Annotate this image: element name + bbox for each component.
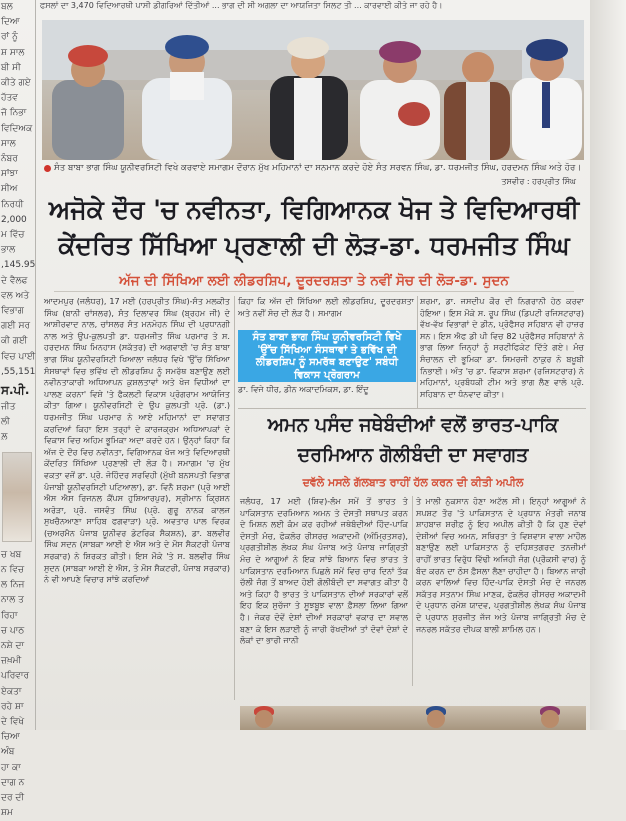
event-photo (42, 20, 584, 160)
neighbour-text-fragment: ਵਿਦਿਅਕ (1, 123, 33, 134)
neighbour-text-fragment: ਲ਼ (1, 432, 8, 443)
neighbour-text-fragment: ਕੀ ਗਈ (1, 336, 28, 347)
neighbour-text-fragment: ਵਿਚ ਪਾਈ (1, 351, 36, 362)
neighbour-text-fragment: ਰਿਹਾ (1, 610, 18, 621)
story2-deck: ਦਵੱਲੇ ਮਸਲੇ ਗੱਲਬਾਤ ਰਾਹੀਂ ਹੱਲ ਕਰਨ ਦੀ ਕੀਤੀ ਅਪੀਲ (302, 476, 524, 489)
story2-headline (240, 410, 586, 470)
neighbour-text-fragment: ਦਿਆ (1, 17, 20, 28)
neighbour-text-fragment: ਨੰਬਰ (1, 154, 18, 165)
next-article-photo (240, 706, 586, 730)
neighbour-text-fragment: ਸੀਅ (1, 184, 18, 195)
neighbour-text-fragment: ਜ਼ਖ਼ਮੀ (1, 656, 22, 667)
neighbour-text-fragment: ਬੀ ਸੀ (1, 62, 21, 73)
neighbour-text-fragment: ਅੰਬ (1, 747, 15, 758)
neighbour-text-fragment: ਪਰਿਵਾਰ (1, 671, 30, 682)
face-shape (427, 710, 445, 728)
story1-deck: ਅੱਜ ਦੀ ਸਿੱਖਿਆ ਲਈ ਲੀਡਰਸ਼ਿਪ, ਦੂਰਦਰਸ਼ਤਾ ਤੇ ਨਵੀਂ ਸੋਚ ਦੀ ਲੋੜ-ਡਾ. ਸੁਦਨ (54, 270, 574, 292)
story1-headline (44, 192, 584, 264)
neighbour-text-fragment: ਚ ਖਬ (1, 549, 22, 560)
neighbouring-column (0, 0, 36, 819)
neighbour-text-fragment: ਨਿਰਧੀ (1, 199, 24, 210)
photo-credit: ਤਸਵੀਰ : ਹਰਪ੍ਰੀਤ ਸਿੰਘ (501, 177, 576, 186)
story2-headline-line2: ਦਰਮਿਆਨ ਗੋਲੀਬੰਦੀ ਦਾ ਸਵਾਗਤ (297, 444, 529, 466)
photo-caption (42, 162, 584, 190)
neighbour-text-fragment: ਹੱਤਵ (1, 93, 18, 104)
story2-column-1: ਜਲੰਧਰ, 17 ਮਈ (ਸ਼ਿਵ)-ਲੰਮ ਸਮੇਂ ਤੋਂ ਭਾਰਤ ਤੇ ਪਾਕਿਸਤਾਨ ਦਰਮਿਆਨ ਅਮਨ ਤੇ ਦੋਸਤੀ ਸਥਾਪਤ ਕਰਨ ਦੇ ਮਿਸ਼ਨ ਲਈ ਕੰਮ ਕਰ ਰਹੀਆਂ ਜਥੇਬੰਦੀਆਂ ਹਿੰਦ-ਪਾਕਿ ਦੋਸਤੀ ਮੰਚ, ਫੋਕਲੋਰ ਰੀਸਰਚ ਅਕਾਦਮੀ (ਅੰਮ੍ਰਿਤਸਰ), ਪ੍ਰਗਤੀਸ਼ੀਲ ਲੇਖਕ ਸੰਘ ਪੰਜਾਬ ਅਤੇ ਪੰਜਾਬ ਜਾਗ੍ਰਿਤੀ ਮੰਚ ਦੇ ਆਗੂਆਂ ਨੇ ਇਕ ਸਾਂਝੇ ਬਿਆਨ ਵਿਚ ਭਾਰਤ ਤੇ ਪਾਕਿਸਤਾਨ ਦਰਮਿਆਨ ਪਿਛਲੇ ਸਮੇਂ ਵਿਚ ਚਾਰ ਦਿਨਾਂ ਤੱਕ ਚੱਲੀ ਜੰਗ ਤੋਂ ਬਾਅਦ ਹੋਈ ਗੋਲੀਬੰਦੀ ਦਾ ਸਵਾਗਤ ਕੀਤਾ ਹੈ ਅਤੇ ਕਿਹਾ ਹੈ ਭਾਰਤ ਤੇ ਪਾਕਿਸਤਾਨ ਦੀਆਂ ਸਰਕਾਰਾਂ ਵਲੋਂ ਇਹ ਇਕ ਸੁਚੱਜਾ ਤੇ ਸੂਝਬੂਝ ਵਾਲਾ ਫ਼ੈਸਲਾ ਲਿਆ ਗਿਆ ਹੈ। ਜੇਕਰ ਦੋਵੇਂ ਦੇਸ਼ਾਂ ਦੀਆਂ ਸਰਕਾਰਾਂ ਵਕਾਰ ਦਾ ਸਵਾਲ ਬਣਾ ਕੇ ਇਸ ਲੜਾਈ ਨੂੰ ਜਾਰੀ ਰੱਖਦੀਆਂ ਤਾਂ ਦੋਵਾਂ ਦੇਸ਼ਾਂ ਦੇ ਲੋਕਾਂ ਦਾ ਭਾਰੀ ਜਾਨੀ (240, 496, 408, 646)
story1-column-2-continued: ਡਾ. ਵਿਜੇ ਧੀਰ, ਡੀਨ ਅਕਾਦਮਿਕਸ, ਡਾ. ਇੰਦੂ (238, 384, 369, 394)
page-edge (590, 0, 626, 730)
neighbour-text-fragment: ਲੀ (1, 417, 10, 428)
neighbour-text-fragment: ਸਾਂਝਾ (1, 169, 18, 180)
story-separator (238, 408, 586, 409)
column-divider (417, 296, 418, 408)
face-shape (255, 710, 273, 728)
column-divider (234, 296, 235, 700)
story1-column-1: ਆਦਮਪੁਰ (ਜਲੰਧਰ), 17 ਮਈ (ਹਰਪ੍ਰੀਤ ਸਿੰਘ)-ਸੰਤ ਮਲਕੀਤ ਸਿੰਘ (ਬਾਨੀ ਚਾਂਸਲਰ), ਸੰਤ ਦਿਲਾਵਰ ਸਿੰਘ (ਬ੍ਰਹਮ ਜੀ) ਦੇ ਆਸ਼ੀਰਵਾਦ ਨਾਲ, ਚਾਂਸਲਰ ਸੰਤ ਮਨਮੋਹਨ ਸਿੰਘ ਦੀ ਪ੍ਰਧਾਨਗੀ ਨਾਲ ਅਤੇ ਉਪ-ਕੁਲਪਤੀ ਡਾ. ਧਰਮਜੀਤ ਸਿੰਘ ਪਰਮਾਰ ਤੇ ਸ. ਹਰਦਮਨ ਸਿੰਘ ਮਿਨਹਾਸ (ਸਕੱਤਰ) ਦੀ ਅਗਵਾਈ 'ਚ ਸੰਤ ਬਾਬਾ ਭਾਗ ਸਿੰਘ ਯੂਨੀਵਰਸਿਟੀ ਖਿਆਲਾ ਜਲੰਧਰ ਵਿਖੇ 'ਉੱਚ ਸਿੱਖਿਆ ਸੰਸਥਾਵਾਂ ਵਿਚ ਭਵਿੱਖ ਦੀ ਲੀਡਰਸ਼ਿਪ ਨੂੰ ਸਮਰੱਥ ਬਣਾਉਣ ਲਈ ਨਵੀਨਤਾਕਾਰੀ ਅਧਿਆਪਨ ਕੁਸ਼ਲਤਾਵਾਂ ਅਤੇ ਖੋਜ ਵਿਧੀਆਂ ਦਾ ਪਾਲਣ ਕਰਨਾ' ਵਿਸ਼ੇ 'ਤੇ ਫੈਕਲਟੀ ਵਿਕਾਸ ਪ੍ਰੋਗਰਾਮ ਆਯੋਜਿਤ ਕੀਤਾ ਗਿਆ। ਯੂਨੀਵਰਸਿਟੀ ਦੇ ਉਪ ਕੁਲਪਤੀ ਪ੍ਰੋ. (ਡਾ.) ਧਰਮਜੀਤ ਸਿੰਘ ਪਰਮਾਰ ਨੇ ਆਏ ਮਹਿਮਾਨਾਂ ਦਾ ਸਵਾਗਤ ਕਰਦਿਆਂ ਕਿਹਾ ਇਸ ਤਰ੍ਹਾਂ ਦੇ ਕਾਰਜਕ੍ਰਮ ਅਧਿਆਪਕਾਂ ਦੇ ਵਿਕਾਸ ਵਿਚ ਅਹਿਮ ਭੂਮਿਕਾ ਅਦਾ ਕਰਦੇ ਹਨ। ਉਨ੍ਹਾਂ ਕਿਹਾ ਕਿ ਅੱਜ ਦੇ ਦੌਰ ਵਿਚ ਨਵੀਨਤਾ, ਵਿਗਿਆਨਕ ਖੋਜ ਅਤੇ ਵਿਦਿਆਰਥੀ ਕੇਂਦਰਿਤ ਸਿੱਖਿਆ ਪ੍ਰਣਾਲੀ ਦੀ ਲੋੜ ਹੈ। ਸਮਾਗਮ 'ਚ ਮੁੱਖ ਵਕਤਾ ਵਜੋਂ ਡਾ. ਪ੍ਰੋ. ਜੋਹਿੰਦਰ ਸਰਵਿਹੀ (ਮੁੱਖੀ ਬਨਸਪਤੀ ਵਿਭਾਗ ਪੰਜਾਬੀ ਯੂਨੀਵਰਸਿਟੀ ਪਟਿਆਲਾ), ਡਾ. ਵਿਨੈ ਸ਼ਰਮਾ (ਪ੍ਰੋ ਆਈ ਐਸ ਐਸ ਰਿਜਨਲ ਕੈਂਪਸ ਹੁਸ਼ਿਆਰਪੁਰ), ਸ੍ਰੀਮਾਨ ਕ੍ਰਿਸ਼ਨ ਅਰੋੜਾ, ਪ੍ਰੋ. ਜਸਵੰਤ ਸਿੰਘ (ਪ੍ਰੋ. ਗੁਰੂ ਨਾਨਕ ਕਾਲਜ ਸੁਖਚੈਨਆਣਾ ਸਾਹਿਬ ਫਗਵਾੜਾ) ਪ੍ਰੋ. ਅਵਤਾਰ ਪਾਲ ਵਿਰਕ (ਚਅਰਮੈਨ ਪੰਜਾਬ ਯੂਨੀਵਰ ਡੇਟਰਿਕ ਸੈਕਸ਼ਨ), ਡਾ. ਬਲਵੀਰ ਸਿੰਘ ਸਦਨ (ਸਾਬਕਾ ਆਈ ਏ ਐਸ ਅਤੇ ਦੇ ਮੌਸ ਸੈਕਟਰੀ ਪੰਜਾਬ ਸਰਕਾਰ) ਨੇ ਸ਼ਿਰਕਤ ਕੀਤੀ। ਇਸ ਮੌਕੇ 'ਤੇ ਸ. ਬਲਵੀਰ ਸਿੰਘ ਸੁਦਨ (ਸਾਬਕਾ ਆਈ ਏ ਐਸ, ਤੇ ਮੌਸ ਸੈਕਟਰੀ, ਪੰਜਾਬ ਸਰਕਾਰ) ਨੇ ਵੀ ਆਪਣੇ ਵਿਚਾਰ ਸਾਂਝੇ ਕਰਦਿਆਂ (44, 296, 230, 585)
face-shape (541, 710, 559, 728)
neighbour-text-fragment: ਨ ਵਿਚ (1, 564, 25, 575)
neighbour-text-fragment: ਗਈ ਸਰ (1, 321, 31, 332)
neighbour-text-fragment: ਸ਼ਮ (1, 808, 13, 819)
neighbour-text-fragment: ਲ ਨਿਜ (1, 580, 25, 591)
neighbour-text-fragment: ਚਿਆ (1, 732, 20, 743)
previous-article-text: ਫਸਲਾਂ ਦਾ 3,470 ਵਿਦਿਆਰਥੀ ਪਾਸੀ ਡੀਗਰਿਆਂ ਦਿੱਤੀਆਂ ... ਭਾਗ ਦੀ ਸੀ ਅਗਲਾ ਦਾ ਆਯਜਿਤਾ ਸਿਲਟ ਤੀ ... ਕਾਰਵਾਈ ਕੀਤੇ ਜਾ ਰਹੇ ਹੈ। (40, 1, 443, 10)
neighbour-text-fragment: ਦਾਗ ਨ (1, 777, 25, 788)
previous-article-strip (0, 0, 626, 22)
neighbour-text-fragment: ਰਾਂ ਨੂੰ (1, 32, 18, 43)
story1-column-2: ਕਿਹਾ ਕਿ ਅੱਜ ਦੀ ਸਿੱਖਿਆ ਲਈ ਲੀਡਰਸ਼ਿਪ, ਦੂਰਦਰਸ਼ਤਾ ਅਤੇ ਨਵੀਂ ਸੋਚ ਦੀ ਲੋੜ ਹੈ। ਸਮਾਗਮ (238, 296, 414, 318)
story1-column-3: ਸ਼ਰਮਾ, ਡਾ. ਜਸਦੀਪ ਕੌਰ ਦੀ ਨਿਗਰਾਨੀ ਹੇਠ ਕਰਵਾ ਹੋਇਆ। ਇਸ ਮੌਕੇ ਸ. ਰੂਪ ਸਿੰਘ (ਡਿਪਟੀ ਰਜਿਸਟਰਾਰ) ਵੱਖ-ਵੱਖ ਵਿਭਾਗਾਂ ਦੇ ਡੀਨ, ਪ੍ਰੋਫੈਸਰ ਸਹਿਬਾਨ ਵੀ ਹਾਜ਼ਰ ਸਨ। ਇਸ ਐਫ ਡੀ ਪੀ ਵਿਚ 82 ਪ੍ਰੋਫੈਸਰ ਸਹਿਬਾਨਾਂ ਨੇ ਭਾਗ ਲਿਆ ਜਿਨ੍ਹਾਂ ਨੂੰ ਸਰਟੀਫਿਕੇਟ ਦਿੱਤੇ ਗਏ। ਮੰਚ ਸੰਚਾਲਨ ਦੀ ਭੂਮਿਕਾ ਡਾ. ਸਿਮਰਜੀ ਠਾਕੁਰ ਨੇ ਬਖੂਬੀ ਨਿਭਾਈ। ਅੰਤ 'ਚ ਡਾ. ਵਿਕਾਸ ਸ਼ਰਮਾ (ਰਜਿਸਟਰਾਰ) ਨੇ ਮਹਿਮਾਨਾਂ, ਪ੍ਰਬੰਧਕੀ ਟੀਮ ਅਤੇ ਭਾਗ ਲੈਣ ਵਾਲੇ ਪ੍ਰੋ. ਸਹਿਬਾਨ ਦਾ ਧੰਨਵਾਦ ਕੀਤਾ। (420, 296, 584, 399)
neighbour-text-fragment: ਕੀਤੇ ਗਏ (1, 78, 31, 89)
neighbour-text-fragment: ਹਾ ਕਾ (1, 762, 21, 773)
neighbour-text-fragment: ਭਾਲ (1, 245, 16, 256)
neighbour-text-fragment: ਨਾਲ ਤ (1, 595, 24, 606)
story1-headline-line2: ਕੇਂਦਰਿਤ ਸਿੱਖਿਆ ਪ੍ਰਣਾਲੀ ਦੀ ਲੋੜ-ਡਾ. ਧਰਮਜੀਤ ਸਿੰਘ (58, 231, 570, 260)
neighbour-text-fragment: ਦਰ ਦੀ (1, 792, 25, 803)
neighbour-text-fragment: ਨਸ਼ੇ ਦਾ (1, 640, 25, 651)
neighbour-text-fragment: ਦੇ ਵਿਖੇ (1, 716, 25, 727)
neighbour-text-fragment: ਜੋ ਨਿਭਾ (1, 108, 27, 119)
story1-headline-line1: ਅਜੋਕੇ ਦੌਰ 'ਚ ਨਵੀਨਤਾ, ਵਿਗਿਆਨਕ ਖੋਜ ਤੇ ਵਿਦਿਆਰਥੀ (48, 195, 580, 224)
neighbour-text-fragment: ,145.95 (1, 260, 36, 271)
caption-bullet-icon (44, 165, 51, 172)
neighbour-text-fragment: ਸ਼ ਸਾਲ (1, 47, 25, 58)
neighbour-text-fragment: ਰਹੇ ਸ਼ਾ (1, 701, 24, 712)
neighbour-text-fragment: ਵਿਭਾਗ (1, 306, 24, 317)
neighbour-heading: ਸ.ਪੀ. (1, 383, 30, 398)
neighbour-text-fragment: ਸਾਲ (1, 138, 16, 149)
story1-pullquote: ਸੰਤ ਬਾਬਾ ਭਾਗ ਸਿੰਘ ਯੂਨੀਵਰਸਿਟੀ ਵਿਖੇ 'ਉੱਚ ਸਿੱਖਿਆ ਸੰਸਥਾਵਾਂ ਤੇ ਭਵਿੱਖ ਦੀ ਲੀਡਰਸ਼ਿਪ ਨੂੰ ਸਮਰੱਥ ਬਣਾਉਣ' ਸਬੰਧੀ ਵਿਕਾਸ ਪ੍ਰੋਗਰਾਮ (238, 330, 416, 382)
story2-column-2: ਤੇ ਮਾਲੀ ਨੁਕਸਾਨ ਹੋਣਾ ਅਟੱਲ ਸੀ। ਇਨ੍ਹਾਂ ਆਗੂਆਂ ਨੇ ਸਪਸ਼ਟ ਤੌਰ 'ਤੇ ਪਾਕਿਸਤਾਨ ਦੇ ਪ੍ਰਧਾਨ ਮੰਤਰੀ ਜਨਾਬ ਸ਼ਾਹਬਾਜ਼ ਸ਼ਰੀਫ਼ ਨੂੰ ਇਹ ਅਪੀਲ ਕੀਤੀ ਹੈ ਕਿ ਹੁਣ ਦੋਵਾਂ ਦੇਸ਼ੀਆਂ ਵਿਚ ਅਮਨ, ਸਥਿਰਤਾ ਤੇ ਵਿਸ਼ਵਾਸ ਵਾਲਾ ਮਾਹੌਲ ਬਣਾਉਣ ਲਈ ਪਾਕਿਸਤਾਨ ਨੂੰ ਦਹਿਸ਼ਤਗਰਦ ਤਨਜ਼ੀਮਾਂ ਰਾਹੀਂ ਭਾਰਤ ਵਿਰੁੱਧ ਵਿੱਢੀ ਅਜਿਹੀ ਜੰਗ (ਪ੍ਰੌਕਸੀ ਵਾਰ) ਨੂੰ ਬੰਦ ਕਰਨ ਦਾ ਠੋਸ ਫ਼ੈਸਲਾ ਲੈਣਾ ਚਾਹੀਦਾ ਹੈ। ਬਿਆਨ ਜਾਰੀ ਕਰਨ ਵਾਲਿਆਂ ਵਿਚ ਹਿੰਦ-ਪਾਕਿ ਦੋਸਤੀ ਮੰਚ ਦੇ ਜਨਰਲ ਸਕੱਤਰ ਸਤਨਾਮ ਸਿੰਘ ਮਾਣਕ, ਫੋਕਲੋਰ ਰੀਸਰਚ ਅਕਾਦਮੀ ਦੇ ਪ੍ਰਧਾਨ ਰਮੇਸ਼ ਯਾਦਵ, ਪ੍ਰਗਤੀਸ਼ੀਲ ਲੇਖਕ ਸੰਘ ਪੰਜਾਬ ਦੇ ਪ੍ਰਧਾਨ ਸੁਰਜੀਤ ਜੱਜ ਅਤੇ ਪੰਜਾਬ ਜਾਗ੍ਰਿਤੀ ਮੰਚ ਦੇ ਜਨਰਲ ਸਕੱਤਰ ਦੀਪਕ ਬਾਲੀ ਸ਼ਾਮਿਲ ਹਨ। (416, 496, 586, 634)
neighbour-photo (2, 452, 32, 542)
neighbour-text-fragment: ਦੇ ਵੈਲਫ (1, 275, 28, 286)
story2-headline-line1: ਅਮਨ ਪਸੰਦ ਜਥੇਬੰਦੀਆਂ ਵਲੋਂ ਭਾਰਤ-ਪਾਕਿ (267, 414, 559, 436)
event-photo-illustration (42, 20, 584, 160)
neighbour-text-fragment: ਮ ਵਿੱਚ (1, 230, 25, 241)
neighbour-text-fragment: ਏਕਤਾ (1, 686, 22, 697)
neighbour-text-fragment: ਚ ਪਾਠ (1, 625, 25, 636)
photo-caption-text: ਸੰਤ ਬਾਬਾ ਭਾਗ ਸਿੰਘ ਯੂਨੀਵਰਸਿਟੀ ਵਿਖੇ ਕਰਵਾਏ ਸਮਾਗਮ ਦੌਰਾਨ ਮੁੱਖ ਮਹਿਮਾਨਾਂ ਦਾ ਸਨਮਾਨ ਕਰਦੇ ਹੋਏ ਸੰਤ ਸਰਵਨ ਸਿੰਘ, ਡਾ. ਧਰਮਜੀਤ ਸਿੰਘ, ਹਰਦਮਨ ਸਿੰਘ ਅਤੇ ਹੋਰ। (54, 163, 582, 173)
column-divider (412, 496, 413, 686)
neighbour-text-fragment: ਵਲ ਅਤੇ (1, 290, 30, 301)
neighbour-text-fragment: ਜੀਤ (1, 402, 16, 413)
neighbour-text-fragment: ਬਲ (1, 2, 13, 12)
neighbour-text-fragment: ,55,151 (1, 366, 36, 377)
neighbour-text-fragment: 2,000 (1, 214, 27, 225)
